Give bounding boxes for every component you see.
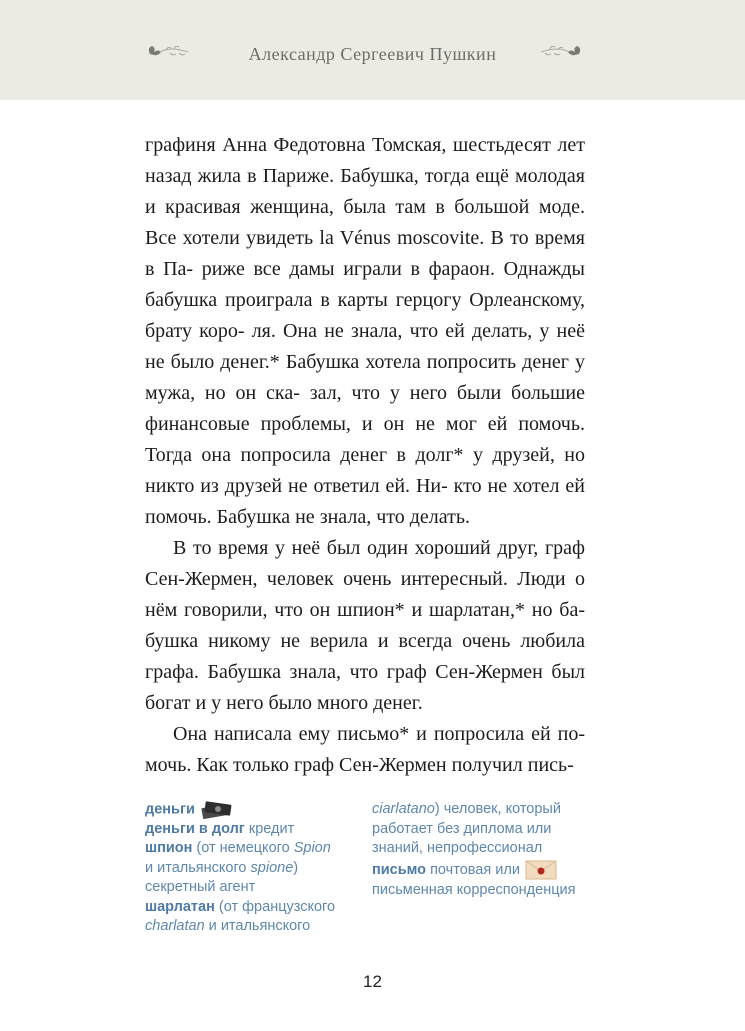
glossary-definition: почтовая или: [426, 861, 520, 878]
text-line: мочь. Как только граф Сен-Жермен получил пись-: [145, 754, 574, 776]
text-line: назад жила в Париже. Бабушка, тогда ещё молодая: [145, 165, 585, 187]
floral-ornament-right-icon: [537, 42, 587, 62]
glossary-line: [145, 878, 355, 898]
text-line: зал, что у него были большие финансовые проблемы,: [145, 382, 586, 435]
glossary-line: [372, 800, 592, 820]
glossary-term: деньги: [145, 801, 195, 818]
running-head: [0, 0, 745, 100]
text-line: богат и у него было много денег.: [145, 692, 423, 714]
glossary-definition: кредит: [244, 820, 295, 837]
glossary-foreign-word: Spion: [293, 840, 331, 857]
glossary-definition: ) человек, который: [434, 801, 561, 817]
text-line: и он не мог ей помочь. Тогда она попросила денег в: [145, 413, 585, 466]
text-line: В то время у неё был один хороший друг, граф: [173, 537, 585, 559]
glossary-definition: письменная корреспонденция: [372, 881, 576, 898]
glossary-foreign-word: spione: [250, 859, 294, 876]
text-line: долг* у друзей, но никто из друзей не ответил ей. Ни-: [145, 444, 585, 497]
text-line: и красивая женщина, была там в большой моде. Все: [145, 196, 585, 249]
text-line: Сен-Жермен, человек очень интересный. Люди о: [145, 568, 585, 590]
text-line: ля. Она не знала, что ей делать, у неё не было денег.*: [145, 320, 586, 373]
glossary-line: [145, 917, 355, 937]
glossary-definition: (от немецкого: [192, 840, 294, 857]
glossary-definition: работает без диплома или: [372, 820, 552, 837]
glossary-line: [372, 839, 592, 859]
glossary-term: шпион: [145, 840, 193, 857]
glossary-definition: и итальянского: [145, 859, 251, 876]
text-line: кто не хотел ей помочь. Бабушка не знала, что делать.: [145, 475, 586, 528]
glossary-entry-pismo: [372, 859, 592, 881]
text-line: графиня Анна Федотовна Томская, шестьдесят лет: [145, 134, 585, 156]
text-line: проиграла в карты герцогу Орлеанскому, брату коро-: [145, 289, 585, 342]
glossary-definition: (от французского: [214, 898, 336, 915]
page-number: 12: [363, 972, 382, 991]
paragraph-2: [145, 533, 585, 719]
glossary-line: [372, 881, 592, 901]
glossary-term: шарлатан: [145, 898, 215, 915]
glossary-entry-shpion: [145, 839, 355, 859]
glossary-line: [145, 859, 355, 879]
paragraph-1: [145, 130, 585, 533]
glossary-foreign-word: ciarlatano: [372, 801, 435, 817]
money-banknotes-icon: [199, 800, 233, 819]
glossary-definition: знаний, непрофессионал: [372, 840, 543, 856]
text-line: графа. Бабушка знала, что граф Сен-Жермен был: [145, 661, 585, 683]
glossary-left-column: [145, 800, 355, 937]
glossary-term: деньги в долг: [145, 820, 245, 837]
text-line: бушка никому не верила и всегда очень любила: [145, 630, 585, 652]
text-line: Бабушка хотела попросить денег у мужа, но он ска-: [145, 351, 585, 404]
glossary-foreign-word: charlatan: [145, 918, 205, 935]
paragraph-3: [145, 719, 585, 781]
glossary-line: [372, 820, 592, 840]
text-line: риже все дамы играли в фараон. Однажды бабушка: [145, 258, 585, 311]
story-text: [145, 130, 585, 781]
text-line: хотели увидеть la Vénus moscovite. В то время в Па-: [145, 227, 585, 280]
glossary-entry-sharlatan: [145, 898, 355, 918]
running-head-title: Александр Сергеевич Пушкин: [248, 44, 497, 64]
text-line: Она написала ему письмо* и попросила ей по-: [173, 723, 585, 745]
text-line: нём говорили, что он шпион* и шарлатан,* но ба-: [145, 599, 585, 621]
glossary-definition: секретный агент: [145, 879, 256, 896]
glossary-definition: и итальянского: [204, 918, 311, 935]
envelope-icon: [524, 859, 558, 881]
glossary-entry-dengi: [145, 800, 355, 820]
glossary-definition: ): [293, 859, 299, 876]
glossary-entry-dengi-v-dolg: [145, 820, 355, 840]
glossary-right-column: [372, 800, 592, 900]
glossary-term: письмо: [372, 861, 427, 878]
